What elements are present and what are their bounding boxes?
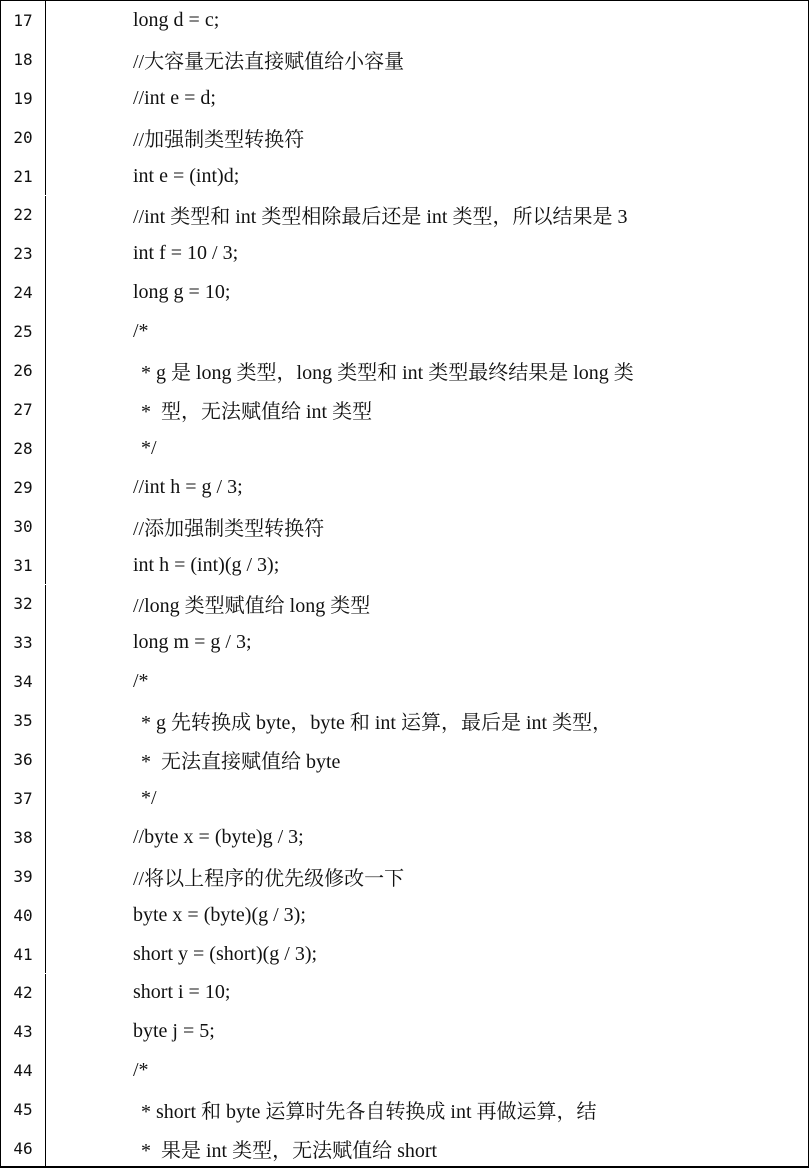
code-row [1, 390, 808, 429]
line-number: 22 [1, 196, 46, 235]
line-number: 25 [1, 312, 46, 351]
line-number: 34 [1, 662, 46, 701]
line-number: 36 [1, 740, 46, 779]
code-line: /* [133, 670, 149, 693]
code-line: //int e = d; [133, 86, 216, 109]
line-number: 35 [1, 701, 46, 740]
code-line: int f = 10 / 3; [133, 242, 239, 265]
code-row [1, 1, 808, 40]
line-number: 41 [1, 935, 46, 974]
code-line: byte j = 5; [133, 1020, 215, 1043]
code-line: * 无法直接赋值给 byte [141, 751, 341, 774]
code-line: short y = (short)(g / 3); [133, 942, 318, 965]
line-number: 45 [1, 1090, 46, 1129]
line-number: 32 [1, 585, 46, 624]
code-row [1, 546, 808, 585]
code-line: long m = g / 3; [133, 631, 252, 654]
code-row [1, 857, 808, 896]
code-row [1, 623, 808, 662]
code-line: /* [133, 320, 149, 343]
line-number: 38 [1, 818, 46, 857]
line-number: 29 [1, 468, 46, 507]
line-number: 18 [1, 40, 46, 79]
line-number: 21 [1, 157, 46, 196]
code-line: short i = 10; [133, 981, 231, 1004]
line-number: 24 [1, 273, 46, 312]
code-line: * g 先转换成 byte，byte 和 int 运算，最后是 int 类型， [141, 712, 613, 735]
code-row [1, 1051, 808, 1090]
code-row [1, 662, 808, 701]
line-number: 33 [1, 623, 46, 662]
line-number: 27 [1, 390, 46, 429]
code-row [1, 196, 808, 235]
code-row [1, 779, 808, 818]
code-row [1, 234, 808, 273]
code-row [1, 157, 808, 196]
line-number: 20 [1, 118, 46, 157]
line-number: 19 [1, 79, 46, 118]
code-line: */ [141, 786, 157, 809]
code-line: * 型，无法赋值给 int 类型 [141, 400, 373, 423]
code-line: //添加强制类型转换符 [133, 517, 325, 540]
code-row [1, 429, 808, 468]
line-number: 43 [1, 1012, 46, 1051]
line-number: 37 [1, 779, 46, 818]
code-row [1, 1012, 808, 1051]
code-line: int h = (int)(g / 3); [133, 553, 280, 576]
code-line: long d = c; [133, 8, 220, 31]
line-number: 42 [1, 974, 46, 1013]
line-number: 26 [1, 351, 46, 390]
code-line: int e = (int)d; [133, 164, 240, 187]
code-row [1, 1090, 808, 1129]
code-line: //int h = g / 3; [133, 475, 243, 498]
line-number: 44 [1, 1051, 46, 1090]
code-line: byte x = (byte)(g / 3); [133, 903, 306, 926]
code-row [1, 40, 808, 79]
code-row [1, 1129, 808, 1168]
code-row [1, 896, 808, 935]
code-row [1, 935, 808, 974]
code-row [1, 507, 808, 546]
code-line: long g = 10; [133, 281, 231, 304]
code-row [1, 974, 808, 1013]
line-number: 46 [1, 1129, 46, 1168]
code-row [1, 79, 808, 118]
code-row [1, 312, 808, 351]
code-row [1, 818, 808, 857]
code-line: /* [133, 1059, 149, 1082]
line-number: 31 [1, 546, 46, 585]
code-line: * 果是 int 类型，无法赋值给 short [141, 1140, 438, 1163]
line-number: 17 [1, 1, 46, 40]
code-line: * g 是 long 类型，long 类型和 int 类型最终结果是 long 类 [141, 362, 634, 385]
line-number: 39 [1, 857, 46, 896]
code-line: //加强制类型转换符 [133, 128, 305, 151]
code-row [1, 118, 808, 157]
code-row [1, 740, 808, 779]
code-row [1, 351, 808, 390]
line-number: 40 [1, 896, 46, 935]
code-row [1, 701, 808, 740]
code-line: */ [141, 436, 157, 459]
code-row [1, 468, 808, 507]
line-number: 23 [1, 234, 46, 273]
line-number: 28 [1, 429, 46, 468]
line-number: 30 [1, 507, 46, 546]
code-row [1, 585, 808, 624]
code-line: //大容量无法直接赋值给小容量 [133, 50, 405, 73]
code-row [1, 273, 808, 312]
code-line: //long 类型赋值给 long 类型 [133, 595, 371, 618]
code-line: //int 类型和 int 类型相除最后还是 int 类型，所以结果是 3 [133, 206, 628, 229]
code-line: * short 和 byte 运算时先各自转换成 int 再做运算，结 [141, 1101, 597, 1124]
code-line: //将以上程序的优先级修改一下 [133, 867, 405, 890]
code-line: //byte x = (byte)g / 3; [133, 825, 304, 848]
